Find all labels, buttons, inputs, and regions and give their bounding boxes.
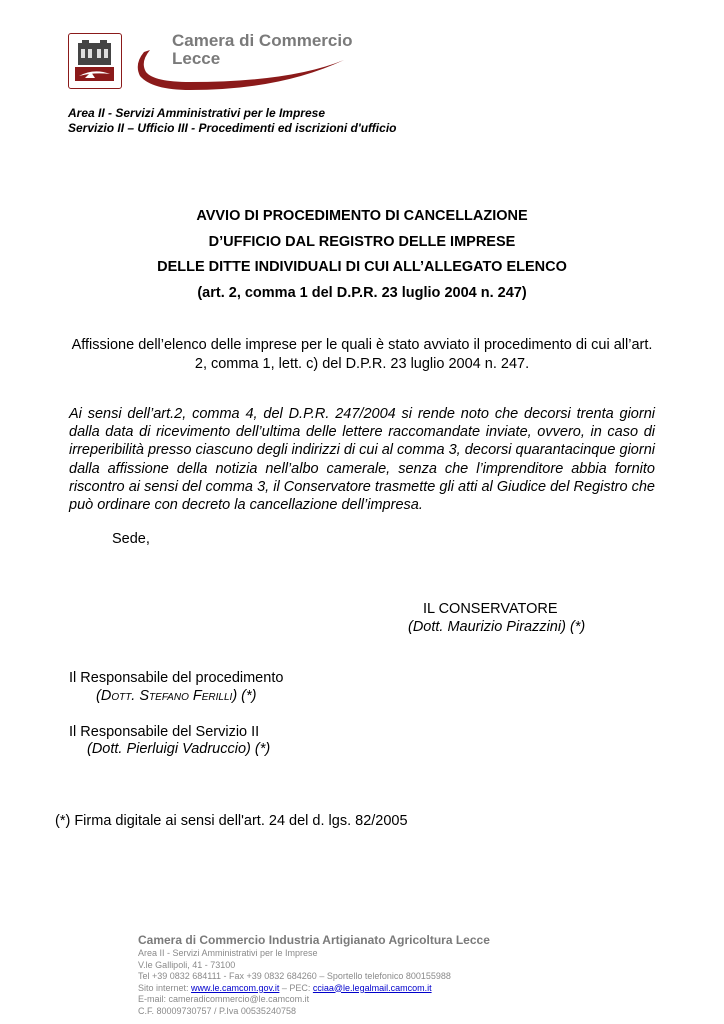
pec-label: – PEC: — [279, 982, 313, 993]
name-close-paren: ) (*) — [232, 688, 257, 704]
title-line-4: (art. 2, comma 1 del D.P.R. 23 luglio 2004 n. 247) — [197, 285, 527, 301]
affissione-line-2: 2, comma 1, lett. c) del D.P.R. 23 luglio 2004 n. 247. — [194, 356, 530, 372]
name-small-caps: Dott. Stefano Ferilli — [100, 688, 233, 704]
brand-name-line1: Camera di Commercio — [172, 31, 353, 50]
footer-area: Area II - Servizi Amministrativi per le Imprese — [138, 948, 318, 958]
responsabile-servizio-role: Il Responsabile del Servizio II — [69, 724, 260, 740]
chamber-emblem-logo — [68, 33, 122, 89]
site-label: Sito internet: — [138, 982, 192, 993]
firma-digitale-note: (*) Firma digitale ai sensi dell'art. 24 del d. lgs. 82/2005 — [55, 813, 408, 829]
title-line-3: DELLE DITTE INDIVIDUALI DI CUI ALL’ALLEGATO ELENCO — [157, 259, 567, 275]
name-open-paren: ( — [96, 688, 101, 704]
conservatore-name: (Dott. Maurizio Pirazzini) (*) — [408, 619, 586, 635]
site-link[interactable]: www.le.camcom.gov.it — [191, 982, 280, 993]
footer — [138, 933, 638, 1017]
footer-email: E-mail: cameradicommercio@le.camcom.it — [138, 994, 310, 1004]
title-line-1: AVVIO DI PROCEDIMENTO DI CANCELLAZIONE — [196, 208, 528, 224]
title-line-2: D’UFFICIO DAL REGISTRO DELLE IMPRESE — [208, 234, 516, 250]
responsabile-procedimento-role: Il Responsabile del procedimento — [69, 670, 284, 686]
building-emblem-icon — [69, 34, 120, 87]
footer-tax-ids: C.F. 80009730757 / P.Iva 00535240758 — [138, 1005, 296, 1016]
responsabile-procedimento-name — [96, 688, 256, 704]
sede-label: Sede, — [112, 531, 150, 547]
brand-name-line2: Lecce — [172, 49, 221, 68]
affissione-line-1: Affissione dell’elenco delle imprese per le quali è stato avviato il procedimento di cui all’art. — [71, 337, 653, 353]
footer-address: V.le Gallipoli, 41 - 73100 — [138, 959, 236, 970]
area-line: Area II - Servizi Amministrativi per le Imprese — [68, 106, 325, 120]
footer-title: Camera di Commercio Industria Artigianato Agricoltura Lecce — [138, 933, 490, 947]
conservatore-role: IL CONSERVATORE — [423, 601, 558, 617]
notice-paragraph: Ai sensi dell’art.2, comma 4, del D.P.R. 247/2004 si rende noto che decorsi trenta giorni dalla data di ricevimento dell’ultima delle lettere raccomandate inviate, ovvero, in caso di irreperibilità presso ciascuno degli indirizzi di cui al comma 3, decorsi quarantacinque giorni dalla affissione della notizia nell’albo camerale, senza che l’imprenditore abbia fornito riscontro ai sensi del comma 3, il Conservatore trasmette gli atti al Giudice del Registro che può ordinare con decreto la cancellazione dell’impresa. — [69, 406, 655, 514]
responsabile-servizio-name: (Dott. Pierluigi Vadruccio) (*) — [87, 741, 271, 757]
pec-link[interactable]: cciaa@le.legalmail.camcom.it — [312, 982, 432, 993]
footer-web — [138, 983, 638, 995]
footer-phone: Tel +39 0832 684111 - Fax +39 0832 684260 – Sportello telefonico 800155988 — [138, 971, 451, 981]
service-line: Servizio II – Ufficio III - Procedimenti ed iscrizioni d'ufficio — [68, 121, 397, 135]
brand-name — [172, 32, 352, 68]
